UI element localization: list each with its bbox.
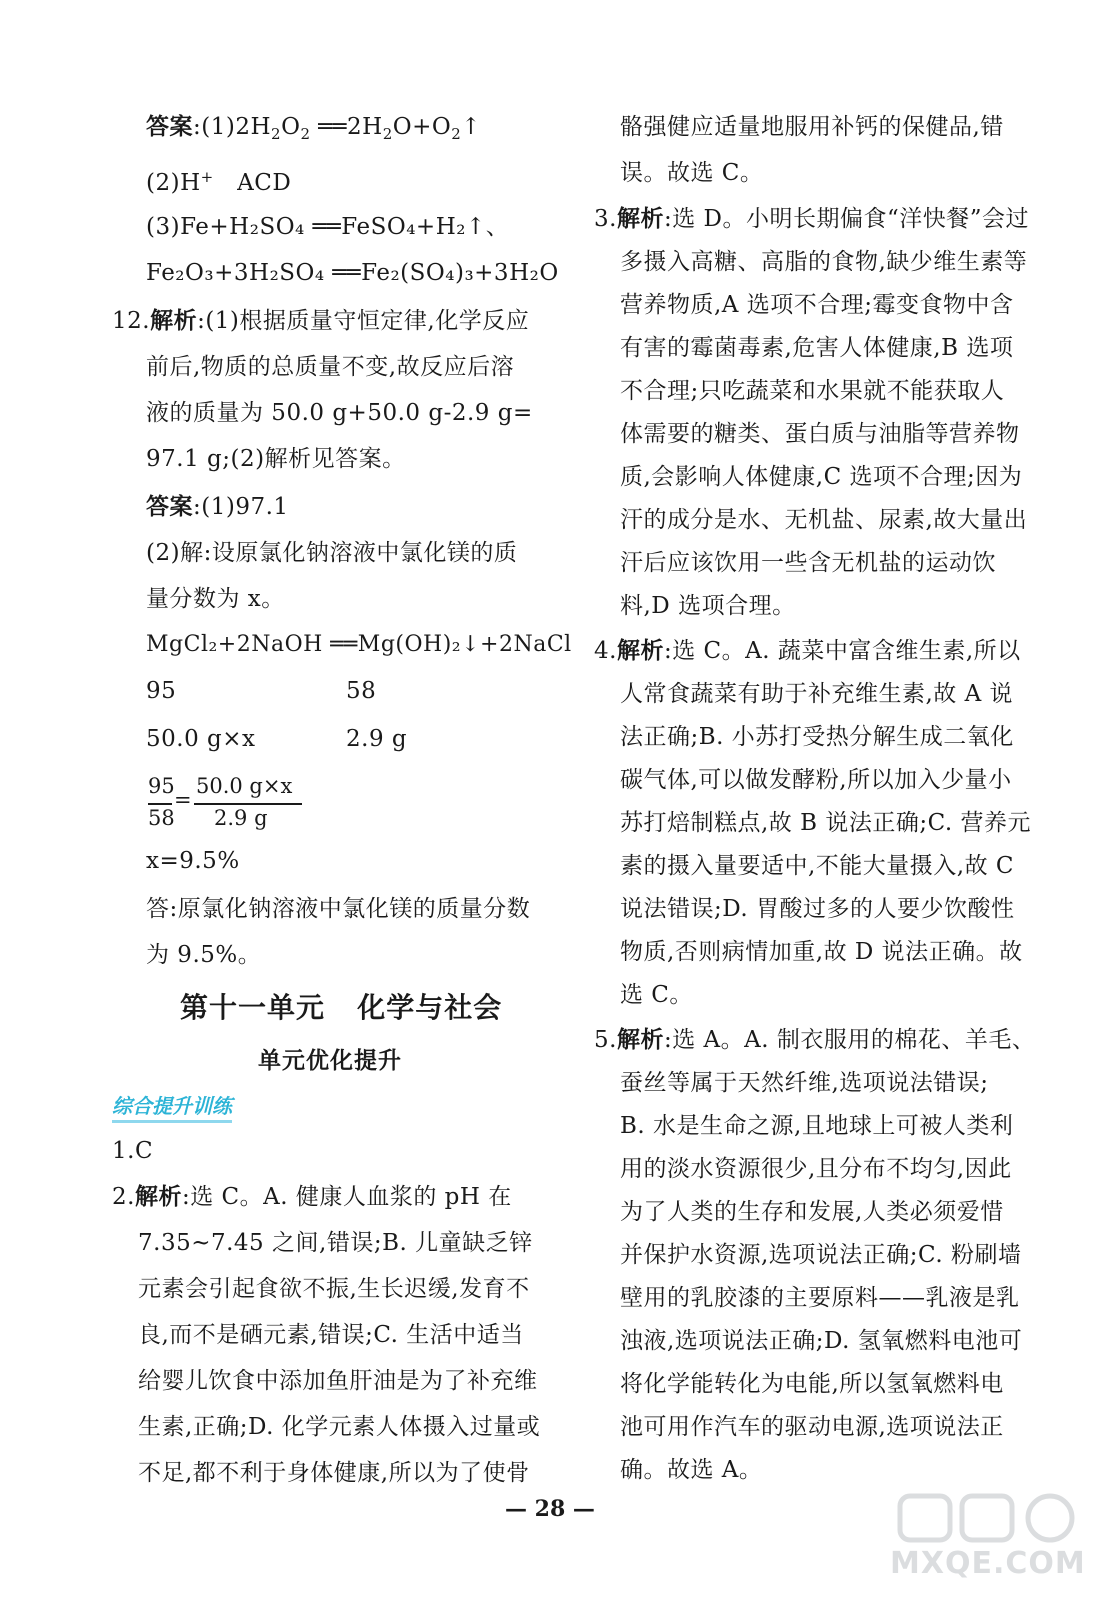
- question-5-line-10: 池可用作汽车的驱动电源,选项说法正: [620, 1414, 1004, 1440]
- question-2-line-7: 不足,都不利于身体健康,所以为了使骨: [138, 1460, 530, 1486]
- text: (2)H: [146, 170, 201, 196]
- question-number: 12.: [112, 308, 151, 334]
- text: :(1)2H: [193, 114, 272, 140]
- question-4-line-2: 人常食蔬菜有助于补充维生素,故 A 说: [620, 681, 1014, 707]
- x-result: x=9.5%: [146, 848, 240, 874]
- question-4-line-7: 说法错误;D. 胃酸过多的人要少饮酸性: [620, 896, 1015, 922]
- final-answer-line-1: 答:原氯化钠溶液中氯化镁的质量分数: [146, 896, 531, 922]
- page-number: — 28 —: [505, 1496, 595, 1522]
- watermark-icon: [890, 1488, 1090, 1548]
- question-2-line-4: 良,而不是硒元素,错误;C. 生活中适当: [138, 1322, 524, 1348]
- subscript: 2: [300, 125, 311, 143]
- text: ↑: [461, 114, 482, 140]
- text: :选 C。A. 健康人血浆的 pH 在: [181, 1184, 512, 1210]
- question-5-line-4: 用的淡水资源很少,且分布不均匀,因此: [620, 1156, 1012, 1182]
- fraction-bar-2: [194, 803, 302, 805]
- question-2-line-6: 生素,正确;D. 化学元素人体摄入过量或: [138, 1414, 541, 1440]
- question-3-line-10: 料,D 选项合理。: [620, 593, 796, 619]
- analysis-label: 解析: [616, 205, 664, 232]
- text: O: [281, 114, 301, 140]
- question-4-line-6: 素的摄入量要适中,不能大量摄入,故 C: [620, 853, 1015, 879]
- question-4-line-8: 物质,否则病情加重,故 D 说法正确。故: [620, 939, 1023, 965]
- question-5-line-3: B. 水是生命之源,且地球上可被人类利: [620, 1113, 1014, 1139]
- subscript: 2: [451, 125, 462, 143]
- question-3-line-8: 汗的成分是水、无机盐、尿素,故大量出: [620, 507, 1028, 533]
- question-4-line-4: 碳气体,可以做发酵粉,所以加入少量小: [620, 767, 1012, 793]
- section-title: 单元优化提升: [258, 1048, 402, 1074]
- answer-label: 答案: [146, 493, 193, 520]
- value-mgcl2: 50.0 g×x: [146, 726, 256, 752]
- text: :选 D。小明长期偏食“洋快餐”会过: [663, 206, 1029, 232]
- question-5-line-11: 确。故选 A。: [620, 1457, 763, 1483]
- molar-mass-mgcl2: 95: [146, 678, 177, 704]
- question-2-line-2: 7.35~7.45 之间,错误;B. 儿童缺乏锌: [138, 1230, 533, 1256]
- fraction-denominator-1: 58: [148, 806, 175, 830]
- text: :选 A。A. 制衣服用的棉花、羊毛、: [663, 1027, 1036, 1053]
- text: ══2H: [310, 114, 383, 140]
- text: :选 C。A. 蔬菜中富含维生素,所以: [663, 638, 1021, 664]
- question-2-continued-line-2: 误。故选 C。: [620, 160, 764, 186]
- question-3-line-3: 营养物质,A 选项不合理;霉变食物中含: [620, 292, 1014, 318]
- question-4-line-3: 法正确;B. 小苏打受热分解生成二氧化: [620, 724, 1014, 750]
- answer-12-line-2: (2)解:设原氯化钠溶液中氯化镁的质: [146, 540, 518, 566]
- question-3-line-9: 汗后应该饮用一些含无机盐的运动饮: [620, 550, 996, 576]
- question-2-continued-line-1: 骼强健应适量地服用补钙的保健品,错: [620, 114, 1004, 140]
- question-12-line-3: 液的质量为 50.0 g+50.0 g-2.9 g=: [146, 400, 533, 426]
- question-2-line-5: 给婴儿饮食中添加鱼肝油是为了补充维: [138, 1368, 538, 1394]
- text: O+O: [392, 114, 452, 140]
- answer-11-line-1: [146, 112, 481, 149]
- answer-label: 答案: [146, 113, 193, 140]
- question-5-line-6: 并保护水资源,选项说法正确;C. 粉刷墙: [620, 1242, 1022, 1268]
- question-5-line-2: 蚕丝等属于天然纤维,选项说法错误;: [620, 1070, 989, 1096]
- answer-11-line-4: Fe₂O₃+3H₂SO₄ ══Fe₂(SO₄)₃+3H₂O: [146, 260, 559, 286]
- question-4-line-1: [594, 636, 1021, 666]
- question-4-line-9: 选 C。: [620, 982, 693, 1008]
- fraction-bar-1: [148, 803, 172, 805]
- answer-11-line-2: [146, 162, 291, 198]
- question-2-line-1: [112, 1182, 512, 1212]
- analysis-label: 解析: [134, 1183, 182, 1210]
- question-3-line-7: 质,会影响人体健康,C 选项不合理;因为: [620, 464, 1023, 490]
- subscript: 2: [382, 125, 393, 143]
- question-3-line-2: 多摄入高糖、高脂的食物,缺少维生素等: [620, 249, 1028, 275]
- analysis-label: 解析: [150, 307, 198, 334]
- question-12-line-1: [112, 306, 529, 336]
- fraction-numerator-1: 95: [148, 774, 175, 798]
- question-1: 1.C: [112, 1138, 154, 1164]
- question-3-line-1: [594, 204, 1029, 234]
- equals-sign: =: [174, 788, 192, 812]
- fraction-denominator-2: 2.9 g: [214, 806, 268, 830]
- subscript: 2: [271, 125, 282, 143]
- question-number: 4.: [594, 638, 617, 664]
- answer-11-line-3: (3)Fe+H₂SO₄ ══FeSO₄+H₂↑、: [146, 214, 510, 240]
- text: ACD: [213, 170, 292, 196]
- fraction-numerator-2: 50.0 g×x: [196, 774, 293, 798]
- question-4-line-5: 苏打焙制糕点,故 B 说法正确;C. 营养元: [620, 810, 1031, 836]
- question-3-line-4: 有害的霉菌毒素,危害人体健康,B 选项: [620, 335, 1014, 361]
- question-number: 3.: [594, 206, 617, 232]
- text: :(1)根据质量守恒定律,化学反应: [197, 308, 530, 334]
- question-5-line-1: [594, 1025, 1035, 1055]
- chemical-equation: MgCl₂+2NaOH ══Mg(OH)₂↓+2NaCl: [146, 632, 572, 657]
- section-tag: 综合提升训练: [112, 1090, 232, 1123]
- question-5-line-7: 壁用的乳胶漆的主要原料——乳液是乳: [620, 1285, 1020, 1311]
- watermark-text: MXQE.COM: [890, 1546, 1086, 1581]
- superscript: +: [200, 168, 214, 186]
- final-answer-line-2: 为 9.5%。: [146, 942, 262, 968]
- question-3-line-5: 不合理;只吃蔬菜和水果就不能获取人: [620, 378, 1005, 404]
- question-5-line-9: 将化学能转化为电能,所以氢氧燃料电: [620, 1371, 1004, 1397]
- text: :(1)97.1: [193, 494, 289, 520]
- question-5-line-8: 浊液,选项说法正确;D. 氢氧燃料电池可: [620, 1328, 1023, 1354]
- question-number: 2.: [112, 1184, 135, 1210]
- value-mgoh2: 2.9 g: [346, 726, 408, 752]
- question-3-line-6: 体需要的糖类、蛋白质与油脂等营养物: [620, 421, 1020, 447]
- question-12-line-2: 前后,物质的总质量不变,故反应后溶: [146, 354, 515, 380]
- question-12-line-4: 97.1 g;(2)解析见答案。: [146, 446, 406, 472]
- molar-mass-mgoh2: 58: [346, 678, 377, 704]
- question-number: 5.: [594, 1027, 617, 1053]
- question-2-line-3: 元素会引起食欲不振,生长迟缓,发育不: [138, 1276, 530, 1302]
- proportion-fraction: [148, 774, 318, 836]
- answer-12-line-1: [146, 492, 289, 522]
- answer-12-line-3: 量分数为 x。: [146, 586, 285, 612]
- analysis-label: 解析: [616, 637, 664, 664]
- question-5-line-5: 为了人类的生存和发展,人类必须爱惜: [620, 1199, 1004, 1225]
- unit-title: 第十一单元 化学与社会: [180, 991, 503, 1024]
- analysis-label: 解析: [616, 1026, 664, 1053]
- watermark-logo: [890, 1488, 1090, 1588]
